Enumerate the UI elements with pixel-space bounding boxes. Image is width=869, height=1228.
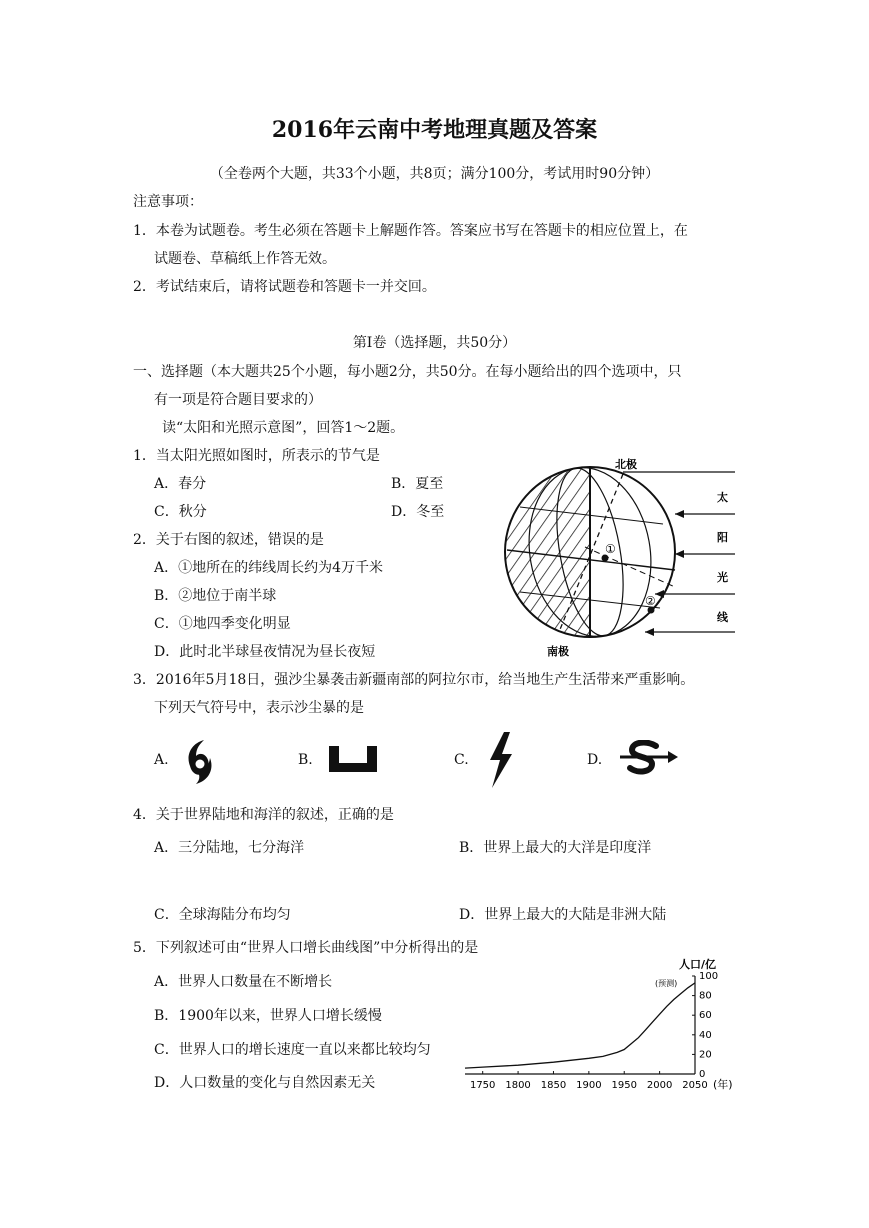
lightning-symbol-icon (482, 730, 518, 790)
option-d: D．人口数量的变化与自然因素无关 (154, 1075, 376, 1091)
question-stem: 3．2016年5月18日，强沙尘暴袭击新疆南部的阿拉尔市，给当地生产生活带来严重影响。 (133, 672, 695, 688)
point-2-label: ② (645, 594, 656, 608)
option-b: B. (298, 752, 313, 768)
south-pole-label: 南极 (547, 645, 569, 658)
y-tick-label: 80 (699, 990, 712, 1002)
sunray-label: 线 (717, 611, 728, 624)
x-tick-label: 1750 (469, 1080, 496, 1091)
question-stem: 2．关于右图的叙述，错误的是 (133, 532, 324, 548)
question-stem-cont: 下列天气符号中，表示沙尘暴的是 (154, 700, 364, 716)
sunray-label: 太 (717, 491, 728, 504)
option-a: A．世界人口数量在不断增长 (154, 974, 333, 990)
section-heading: 一、选择题（本大题共25个小题，每小题2分，共50分。在每小题给出的四个选项中，只 (133, 364, 682, 380)
population-growth-chart (455, 952, 745, 1100)
option-d: D. (587, 752, 603, 768)
y-tick-label: 20 (699, 1049, 712, 1061)
sunlight-globe-diagram (495, 452, 745, 662)
y-tick-label: 60 (699, 1010, 712, 1022)
option-d: D．此时北半球昼夜情况为昼长夜短 (154, 644, 376, 660)
sandstorm-symbol-icon (618, 740, 680, 778)
note-line: 1．本卷为试题卷。考生必须在答题卡上解题作答。答案应书写在答题卡的相应位置上，在 (133, 223, 688, 239)
population-series-line (465, 983, 695, 1068)
option-c: C．全球海陆分布均匀 (154, 907, 291, 923)
section-heading-cont: 有一项是符合题目要求的） (154, 392, 322, 408)
fog-frost-symbol-icon (327, 744, 379, 774)
x-axis-unit: (年) (713, 1078, 733, 1091)
option-a: A. (154, 752, 169, 768)
sunray-label: 阳 (717, 531, 728, 544)
x-tick-label: 2050 (682, 1080, 708, 1091)
option-c: C．①地四季变化明显 (154, 616, 291, 632)
question-stem: 4．关于世界陆地和海洋的叙述，正确的是 (133, 807, 394, 823)
y-axis-label: 人口/亿 (679, 958, 717, 971)
option-a: A．三分陆地，七分海洋 (154, 840, 305, 856)
option-c: C．秋分 (154, 504, 207, 520)
question-stem: 5．下列叙述可由“世界人口增长曲线图”中分析得出的是 (133, 940, 479, 956)
forecast-annotation: (预测) (655, 979, 678, 988)
x-tick-label: 1850 (540, 1080, 567, 1091)
option-a: A．春分 (154, 476, 207, 492)
page-title: 2016年云南中考地理真题及答案 (271, 117, 598, 143)
x-tick-label: 1900 (576, 1080, 602, 1091)
y-tick-label: 0 (699, 1069, 706, 1080)
part-heading: 第Ⅰ卷（选择题，共50分） (352, 335, 517, 351)
question-stem: 1．当太阳光照如图时，所表示的节气是 (133, 448, 380, 464)
north-pole-label: 北极 (615, 458, 637, 471)
x-tick-label: 1950 (611, 1080, 637, 1091)
exam-info: （全卷两个大题，共33个小题，共8页；满分100分，考试用时90分钟） (209, 166, 660, 182)
option-b: B．②地位于南半球 (154, 588, 277, 604)
notes-heading: 注意事项： (133, 194, 203, 210)
x-tick-label: 1800 (505, 1080, 531, 1091)
sunray-label: 光 (717, 571, 728, 584)
option-b: B．1900年以来，世界人口增长缓慢 (154, 1008, 382, 1024)
option-d: D．世界上最大的大陆是非洲大陆 (459, 907, 667, 923)
option-d: D．冬至 (391, 504, 445, 520)
x-tick-label: 2000 (646, 1080, 673, 1091)
option-b: B．世界上最大的大洋是印度洋 (459, 840, 652, 856)
point-1-label: ① (605, 542, 616, 556)
y-tick-label: 100 (699, 971, 719, 982)
note-line: 2．考试结束后，请将试题卷和答题卡一并交回。 (133, 279, 436, 295)
option-c: C. (454, 752, 469, 768)
read-prompt: 读“太阳和光照示意图”，回答1～2题。 (162, 420, 405, 436)
note-line: 试题卷、草稿纸上作答无效。 (154, 251, 336, 267)
typhoon-symbol-icon (182, 736, 218, 788)
option-b: B．夏至 (391, 476, 444, 492)
option-c: C．世界人口的增长速度一直以来都比较均匀 (154, 1042, 431, 1058)
y-tick-label: 40 (699, 1029, 712, 1041)
option-a: A．①地所在的纬线周长约为4万千米 (154, 560, 384, 576)
